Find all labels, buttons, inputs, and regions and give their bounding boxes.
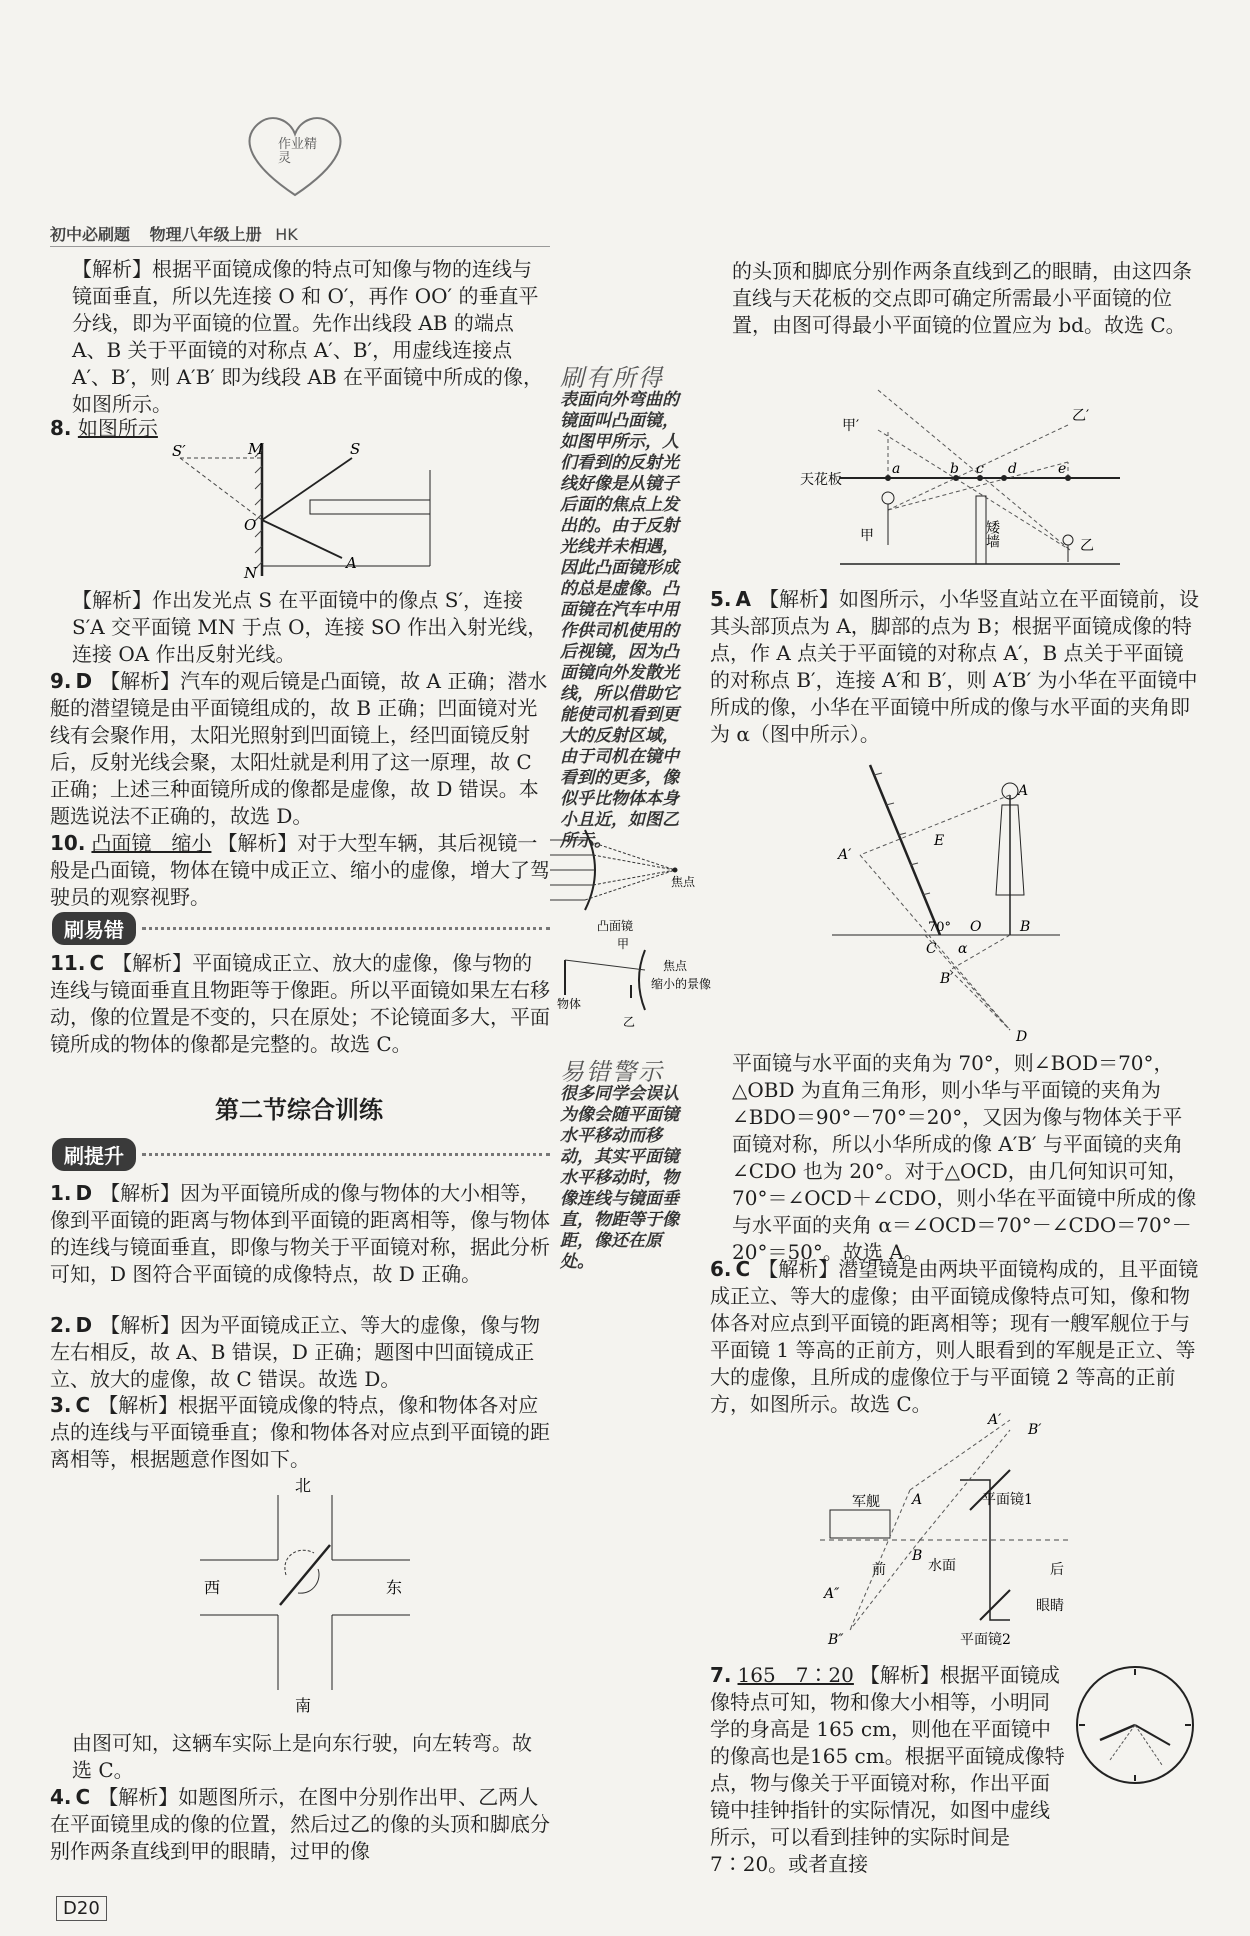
page-header: [50, 222, 298, 245]
q1-block: [50, 1180, 550, 1288]
band-dots-2: [142, 1153, 550, 1156]
q5-block: [710, 586, 1202, 748]
sidebar-convex-diagram: [545, 820, 712, 1030]
label-q5-c: C: [926, 941, 937, 957]
q9-explanation: 【解析】汽车的观后镜是凸面镜，故 A 正确；潜水艇的潜望镜是由平面镜组成的，故 B 正确；凹面镜对光线有会聚作用，太阳光照射到凹面镜上，经凹面镜反射后，反射光线会聚，太阳灶就是利用了这一原理，故 C 正确；上述三种面镜所成的像都是虚像，故 D 错误。本题选说法不正确的，故选 D。: [50, 669, 548, 828]
label-low-wall: 矮墙: [984, 520, 1000, 548]
q3-explanation: 【解析】根据平面镜成像的特点，像和物体各对应点的连线与平面镜垂直；像和物体各对应点到平面镜的距离相等，根据题意作图如下。: [50, 1393, 550, 1471]
q6-explanation: 【解析】潜望镜是由两块平面镜构成的，且平面镜成正立、等大的虚像；由平面镜成像特点可知，像和物体各对应点到平面镜的距离相等；现有一艘军舰位于与平面镜 1 等高的正前方，则人眼看到的军舰是正立、等大的虚像，且所成的虚像位于与平面镜 2 等高的正前方，如图所示。故选 C。: [710, 1257, 1199, 1416]
q9-block: [50, 668, 550, 830]
q7-explanation: 【解析】根据平面镜成像特点可知，物和像大小相等，小明同学的身高是 165 cm，则他在平面镜中的像高也是165 cm。根据平面镜成像特点，物与像关于平面镜对称，作出平面镜中挂钟指针的实际情况，如图中虚线所示，可以看到挂钟的实际时间是 7∶20。或者直接: [710, 1663, 1065, 1876]
q5-answer: A: [735, 587, 751, 611]
q2-block: [50, 1312, 550, 1393]
label-small-image: 缩小的景像: [651, 977, 712, 991]
q7-number: 7.: [710, 1663, 732, 1687]
band-label-1: 刷易错: [52, 912, 136, 945]
label-point-e: e: [1058, 461, 1067, 477]
label-point-b: b: [950, 461, 959, 477]
q5-mirror-angle-diagram: [830, 755, 1090, 1045]
compass-south: 南: [295, 1696, 312, 1715]
q7-block: [710, 1662, 1065, 1878]
label-o: O: [244, 516, 257, 534]
band-shuayicuo: [52, 912, 550, 945]
label-n: N: [244, 564, 258, 582]
label-jia-person: 甲: [860, 528, 874, 544]
label-q6-b-double: B″: [828, 1632, 844, 1648]
label-water-surface: 水面: [928, 1558, 956, 1574]
label-front: 前: [872, 1562, 886, 1578]
label-focus-2: 焦点: [663, 959, 688, 973]
band-shuatisheng: [52, 1138, 550, 1171]
q5-explanation: 【解析】如图所示，小华竖直站立在平面镜前，设其头部顶点为 A，脚部的点为 B；根据平面镜成像的特点，作 A 点关于平面镜的对称点 A′，B 点关于平面镜的对称点 B′，连接 A′和 B′，则 A′B′ 为小华在平面镜中所成的像，小华在平面镜中所成的像与水平面的夹角即为 α（图中所示）。: [710, 587, 1199, 746]
q10-answer: 凸面镜 缩小: [91, 831, 212, 855]
label-yi-person: 乙: [1080, 538, 1094, 554]
q6-number: 6.: [710, 1257, 732, 1281]
q1-number: 1.: [50, 1181, 72, 1205]
q11-block: [50, 950, 550, 1058]
sidebar-text-1: 表面向外弯曲的镜面叫凸面镜，如图甲所示，人们看到的反射光线好像是从镜子后面的焦点上发出的。由于反射光线并未相遇，因此凸面镜形成的总是虚像。凸面镜在汽车中用作供司机使用的后视镜，因为凸面镜向外发散光线，所以借助它能使司机看到更大的反射区域，由于司机在镜中看到的更多，像似乎比物体本身小且近，如图乙所示。: [560, 390, 679, 851]
q1-explanation: 【解析】因为平面镜所成的像与物体的大小相等，像到平面镜的距离与物体到平面镜的距离相等，像与物体的连线与镜面垂直，即像与物关于平面镜对称，据此分析可知，D 图符合平面镜的成像特点，故 D 正确。: [50, 1181, 550, 1286]
header-edition: HK: [275, 225, 298, 244]
band-label-2: 刷提升: [52, 1138, 136, 1171]
label-eye: 眼睛: [1036, 1598, 1064, 1614]
q8-answer: 如图所示: [77, 416, 158, 440]
q11-answer: C: [89, 951, 105, 975]
q8-explanation: 【解析】作出发光点 S 在平面镜中的像点 S′，连接 S′A 交平面镜 MN 于点 O，连接 SO 作出入射光线，连接 OA 作出反射光线。: [72, 588, 548, 666]
sidebar-title-2: 易错警示: [560, 1058, 664, 1086]
label-q5-a-prime: A′: [838, 847, 852, 863]
label-yi: 乙: [623, 1015, 636, 1029]
q10-explanation: 【解析】对于大型车辆，其后视镜一般是凸面镜，物体在镜中成正立、缩小的虚像，增大了驾驶员的观察视野。: [50, 831, 550, 909]
q10-block: [50, 830, 550, 911]
q3-crossroad-diagram: [190, 1475, 420, 1715]
label-q5-a: A: [1018, 783, 1029, 799]
q9-answer: D: [75, 669, 93, 693]
logo: [240, 110, 350, 200]
sidebar-text-2: 很多同学会误认为像会随平面镜水平移动而移动，其实平面镜水平移动时，物像连线与镜面垂直，物距等于像距，像还在原处。: [560, 1084, 679, 1272]
label-mirror-1: 平面镜1: [982, 1492, 1033, 1508]
q11-number: 11.: [50, 951, 86, 975]
label-q6-a-prime: A′: [988, 1412, 1002, 1428]
label-s: S: [350, 440, 361, 458]
q2-number: 2.: [50, 1313, 72, 1337]
label-back: 后: [1050, 1562, 1064, 1578]
label-point-d: d: [1008, 461, 1017, 477]
q4-block: [50, 1784, 550, 1865]
q3-conclusion: 由图可知，这辆车实际上是向东行驶，向左转弯。故选 C。: [72, 1731, 532, 1782]
label-ceiling: 天花板: [800, 472, 842, 488]
label-q5-b: B: [1020, 919, 1031, 935]
q4-ceiling-diagram: [800, 370, 1130, 570]
q6-periscope-diagram: [810, 1410, 1090, 1650]
q7-answer: 165 7∶20: [737, 1663, 854, 1687]
label-q6-b-prime: B′: [1028, 1422, 1042, 1438]
label-point-c: c: [976, 461, 984, 477]
q4-continuation: 的头顶和脚底分别作两条直线到乙的眼睛，由这四条直线与天花板的交点即可确定所需最小平面镜的位置，由图可得最小平面镜的位置应为 bd。故选 C。: [732, 259, 1192, 337]
q3-block: [50, 1392, 550, 1473]
label-q6-a: A: [912, 1492, 923, 1508]
label-q5-d: D: [1016, 1029, 1028, 1045]
label-a: A: [346, 554, 357, 572]
label-q5-e: E: [934, 833, 945, 849]
label-point-a: a: [892, 461, 901, 477]
compass-west: 西: [204, 1578, 221, 1597]
sidebar-title-1: 刷有所得: [560, 364, 664, 392]
section-title: 第二节综合训练: [215, 1095, 383, 1124]
label-object: 物体: [557, 997, 582, 1011]
q4-explanation: 【解析】如题图所示，在图中分别作出甲、乙两人在平面镜里成的像的位置，然后过乙的像的头顶和脚底分别作两条直线到甲的眼睛，过甲的像: [50, 1785, 550, 1863]
label-yi-prime: 乙′: [1072, 408, 1090, 424]
label-q6-b: B: [912, 1548, 923, 1564]
label-q5-angle: 70°: [928, 920, 952, 935]
compass-east: 东: [386, 1578, 403, 1597]
q5-number: 5.: [710, 587, 732, 611]
q1-answer: D: [75, 1181, 93, 1205]
compass-north: 北: [295, 1476, 312, 1495]
q8-number: 8.: [50, 416, 72, 440]
label-m: M: [248, 440, 264, 458]
q3-answer: C: [75, 1393, 91, 1417]
label-q5-b-prime: B′: [940, 971, 954, 987]
q4-number: 4.: [50, 1785, 72, 1809]
q6-block: [710, 1256, 1202, 1418]
label-q5-o: O: [970, 919, 982, 935]
label-q6-a-double: A″: [824, 1586, 840, 1602]
label-s-prime: S′: [172, 442, 186, 460]
label-jia-prime: 甲′: [842, 418, 860, 434]
logo-text: 作业精灵: [278, 137, 318, 166]
q6-answer: C: [735, 1257, 751, 1281]
header-subject: 物理八年级上册: [149, 225, 262, 244]
label-q5-alpha: α: [958, 941, 968, 957]
q4-answer: C: [75, 1785, 91, 1809]
q7-tail-text: 【解析】根据平面镜成像的特点可知像与物的连线与镜面垂直，所以先连接 O 和 O′，再作 OO′ 的垂直平分线，即为平面镜的位置。先作出线段 AB 的端点 A、B 关于平面镜的对称点 A′、B′，用虚线连接点 A′、B′，则 A′B′ 即为线段 AB 在平面镜中所成的像，如图所示。: [72, 257, 544, 416]
label-convex-mirror: 凸面镜: [597, 919, 634, 933]
q5-conclusion: 平面镜与水平面的夹角为 70°，则∠BOD＝70°，△OBD 为直角三角形，则小华与平面镜的夹角为∠BDO＝90°－70°＝20°，又因为像与物体关于平面镜对称，所以小华所成的像 A′B′ 与平面镜的夹角∠CDO 也为 20°。对于△OCD，由几何知识可知，70°＝∠OCD＋∠CDO，则小华在平面镜中所成的像与水平面的夹角 α＝∠OCD＝70°－∠CDO＝70°－20°＝50°。故选 A。: [732, 1051, 1197, 1264]
q2-explanation: 【解析】因为平面镜成正立、等大的虚像，像与物左右相反，故 A、B 错误，D 正确；题图中凹面镜成正立、放大的虚像，故 C 错误。故选 D。: [50, 1313, 541, 1391]
page-number: D20: [56, 1896, 107, 1921]
q2-answer: D: [75, 1313, 93, 1337]
label-focus: 焦点: [671, 875, 696, 889]
q11-explanation: 【解析】平面镜成正立、放大的虚像，像与物的连线与镜面垂直且物距等于像距。所以平面镜如果左右移动，像的位置是不变的，只在原处；不论镜面多大，平面镜所成的物体的像都是完整的。故选 C。: [50, 951, 550, 1056]
label-mirror-2: 平面镜2: [960, 1632, 1011, 1648]
q8-answer-line: [50, 415, 158, 442]
label-warship: 军舰: [852, 1494, 880, 1510]
q9-number: 9.: [50, 669, 72, 693]
q3-number: 3.: [50, 1393, 72, 1417]
band-dots-1: [142, 927, 550, 930]
q8-mirror-diagram: [160, 440, 460, 580]
q7-clock-diagram: [1070, 1660, 1200, 1790]
header-rule: [50, 246, 550, 247]
label-jia: 甲: [617, 937, 630, 951]
header-book: 初中必刷题: [50, 225, 131, 244]
q10-number: 10.: [50, 831, 86, 855]
